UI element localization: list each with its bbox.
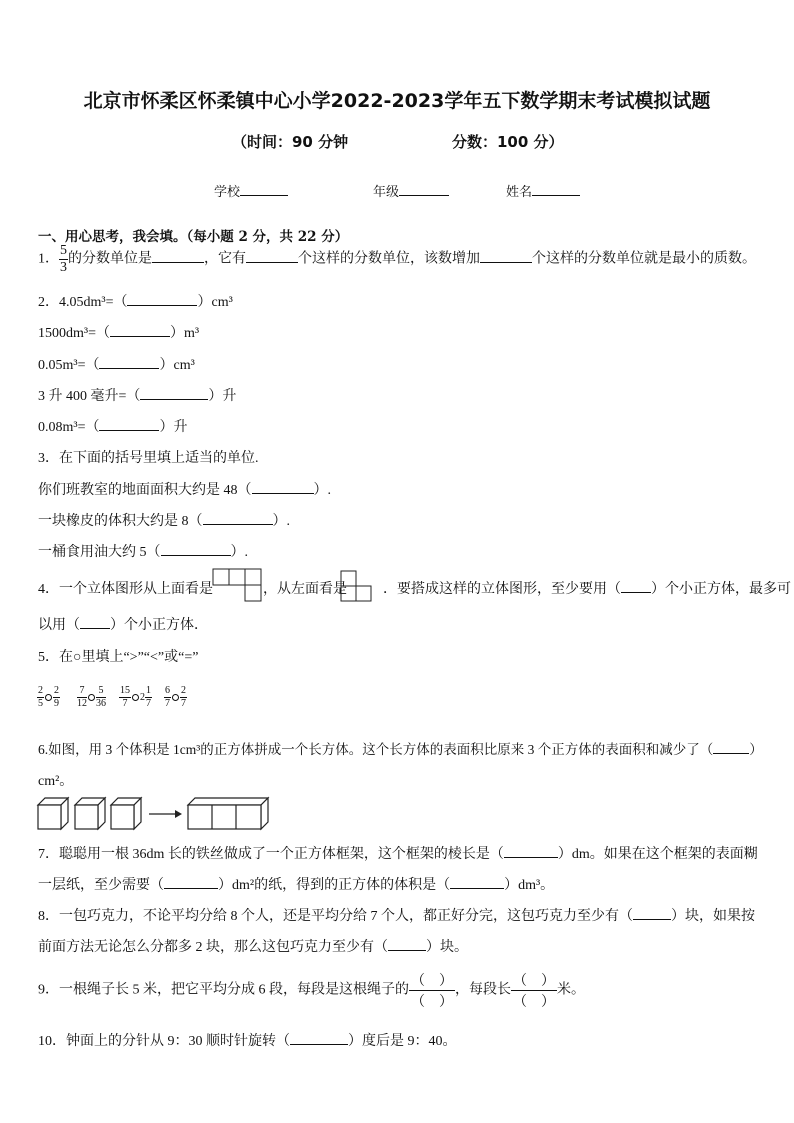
grade-field (373, 181, 449, 200)
question-text: ）块，如果按 (671, 909, 755, 924)
question-text: 0.08m³=（ (38, 420, 100, 435)
answer-blank[interactable] (80, 614, 110, 629)
mixed-whole: 2 (140, 692, 145, 703)
question-9 (38, 970, 585, 1011)
question-text: 以用（ (38, 618, 80, 633)
question-text: 1500dm³=（ (38, 326, 110, 341)
top-view-figure (212, 568, 262, 602)
question-text: ）升 (208, 389, 237, 404)
question-5-text: 5．在○里填上“>”“<”或“=” (38, 650, 199, 665)
question-text: ）cm³ (197, 295, 233, 310)
answer-blank[interactable] (127, 291, 197, 306)
question-7-line-1 (38, 843, 758, 863)
fraction-denominator-blank[interactable]: （ ） (411, 995, 453, 1010)
fraction-denominator: 36 (96, 698, 106, 709)
question-text: 9．一根绳子长 5 米，把它平均分成 6 段，每段是这根绳子的 (38, 982, 409, 998)
question-text: 2．4.05dm³=（ (38, 295, 128, 310)
comparison-1 (37, 686, 60, 709)
cubes-figure (37, 797, 269, 831)
grade-label: 年级 (373, 185, 400, 200)
question-text: ）个小正方体，最多可 (651, 582, 791, 597)
question-text: 的分数单位是 (68, 251, 152, 267)
answer-blank[interactable] (713, 739, 749, 754)
comparison-4 (164, 686, 187, 709)
question-4-line-1 (38, 578, 791, 598)
name-label: 姓名 (506, 185, 533, 200)
fraction-numerator-blank[interactable]: （ ） (511, 970, 557, 991)
question-text: 前面方法无论怎么分都多 2 块，那么这包巧克力至少有（ (38, 940, 388, 955)
fraction-denominator-blank[interactable]: （ ） (513, 995, 555, 1010)
question-3-line-1 (38, 479, 331, 499)
question-text: ）dm³。 (504, 878, 555, 893)
answer-fraction[interactable] (511, 970, 557, 1011)
question-text: 6.如图，用 3 个体积是 1cm³的正方体拼成一个长方体。这个长方体的表面积比原来 3 个正方体的表面积和减少了（ (38, 742, 714, 757)
answer-blank[interactable] (140, 385, 208, 400)
question-6-line-2: cm²。 (38, 774, 74, 789)
answer-blank[interactable] (290, 1030, 348, 1045)
answer-blank[interactable] (252, 479, 314, 494)
question-2-line-4 (38, 385, 236, 405)
fraction-numerator: 15 (120, 685, 130, 696)
fraction-numerator: 5 (60, 243, 67, 258)
question-text: ）cm³ (159, 358, 195, 373)
question-8-line-2 (38, 936, 468, 956)
question-8-line-1 (38, 905, 755, 925)
comparison-3 (119, 686, 152, 709)
question-2-line-1 (38, 291, 233, 311)
score-label: 分数：100 分） (452, 133, 564, 151)
fraction-numerator: 7 (77, 686, 87, 698)
section-heading: 一、用心思考，我会填。（每小题 2 分，共 22 分） (38, 229, 349, 245)
question-text: 一块橡皮的体积大约是 8（ (38, 514, 203, 529)
compare-circle[interactable] (88, 694, 95, 701)
fraction (59, 244, 68, 275)
fraction-numerator-blank[interactable]: （ ） (409, 970, 455, 991)
fraction-denominator: 7 (122, 698, 128, 709)
question-text: ）升 (159, 420, 188, 435)
question-text: ，每段长 (455, 982, 511, 998)
answer-blank[interactable] (246, 248, 298, 263)
question-2-line-3 (38, 354, 195, 374)
school-blank[interactable] (240, 181, 288, 196)
answer-blank[interactable] (164, 874, 218, 889)
fraction-numerator: 1 (146, 685, 151, 696)
question-3-line-2 (38, 510, 290, 530)
question-3-line-3 (38, 541, 248, 561)
answer-blank[interactable] (110, 322, 170, 337)
answer-blank[interactable] (203, 510, 273, 525)
answer-blank[interactable] (388, 936, 426, 951)
fraction-numerator: 2 (38, 685, 43, 696)
question-text: ）个小正方体． (110, 618, 208, 633)
answer-blank[interactable] (621, 578, 651, 593)
question-text: ）度后是 9：40。 (348, 1034, 457, 1049)
fraction-denominator: 12 (77, 698, 87, 709)
answer-blank[interactable] (99, 416, 159, 431)
question-text: 8．一包巧克力，不论平均分给 8 个人，还是平均分给 7 个人，都正好分完，这包巧克力至少有（ (38, 909, 633, 924)
question-3-intro: 3．在下面的括号里填上适当的单位. (38, 451, 259, 466)
left-view-figure (340, 570, 374, 602)
fraction-denominator: 7 (181, 698, 186, 709)
compare-circle[interactable] (132, 694, 139, 701)
question-text: 米。 (557, 982, 585, 998)
page-title: 北京市怀柔区怀柔镇中心小学2022-2023学年五下数学期末考试模拟试题 (83, 90, 711, 112)
answer-fraction[interactable] (409, 970, 455, 1011)
answer-blank[interactable] (152, 248, 204, 263)
answer-blank[interactable] (504, 843, 558, 858)
question-text: 个这样的分数单位，该数增加 (298, 251, 480, 267)
question-text: 一层纸，至少需要（ (38, 878, 164, 893)
question-text: 你们班教室的地面面积大约是 48（ (38, 483, 252, 498)
question-4-line-2 (38, 614, 208, 634)
question-text: 0.05m³=（ (38, 358, 100, 373)
question-2-line-2 (38, 322, 199, 342)
question-text: ）. (230, 545, 248, 560)
answer-blank[interactable] (450, 874, 504, 889)
question-text: ）dm²的纸，得到的正方体的体积是（ (218, 878, 451, 893)
answer-blank[interactable] (161, 541, 231, 556)
question-text: ）. (272, 514, 290, 529)
comparison-2 (77, 686, 106, 709)
fraction-numerator: 2 (181, 685, 186, 696)
fraction-denominator: 3 (60, 260, 67, 275)
school-label: 学校 (214, 185, 241, 200)
fraction-denominator: 5 (38, 698, 43, 709)
name-blank[interactable] (532, 181, 580, 196)
name-field (506, 181, 580, 200)
question-7-line-2 (38, 874, 554, 894)
compare-circle[interactable] (172, 694, 179, 701)
school-field (214, 181, 288, 200)
question-1 (38, 244, 756, 275)
fraction-numerator: 5 (96, 686, 106, 698)
time-label: （时间：90 分钟 (232, 133, 349, 151)
fraction-denominator: 7 (165, 698, 170, 709)
question-text: 4．一个立体图形从上面看是 (38, 582, 213, 597)
answer-blank[interactable] (633, 905, 671, 920)
fraction-denominator: 9 (54, 698, 59, 709)
question-text: ）. (313, 483, 331, 498)
fraction-numerator: 2 (54, 685, 59, 696)
compare-circle[interactable] (45, 694, 52, 701)
question-text: ，从左面看是 (263, 582, 347, 597)
question-10 (38, 1030, 457, 1050)
question-number: 1． (38, 251, 59, 267)
answer-blank[interactable] (99, 354, 159, 369)
answer-blank[interactable] (480, 248, 532, 263)
question-text: 一桶食用油大约 5（ (38, 545, 161, 560)
question-text: ．要搭成这样的立体图形，至少要用（ (383, 582, 621, 597)
question-text: ） (749, 742, 763, 757)
question-text: ）m³ (169, 326, 200, 341)
question-text: ，它有 (204, 251, 246, 267)
fraction-numerator: 6 (165, 685, 170, 696)
question-text: 3 升 400 毫升=（ (38, 389, 141, 404)
question-text: ）块。 (426, 940, 468, 955)
question-text: 10．钟面上的分针从 9：30 顺时针旋转（ (38, 1034, 290, 1049)
grade-blank[interactable] (399, 181, 449, 196)
fraction-denominator: 7 (146, 698, 151, 709)
question-2-line-5 (38, 416, 187, 436)
question-text: 7．聪聪用一根 36dm 长的铁丝做成了一个正方体框架，这个框架的棱长是（ (38, 847, 504, 862)
question-text: 个这样的分数单位就是最小的质数。 (532, 251, 756, 267)
question-text: ）dm。如果在这个框架的表面糊 (557, 847, 758, 862)
question-6-line-1 (38, 738, 763, 758)
